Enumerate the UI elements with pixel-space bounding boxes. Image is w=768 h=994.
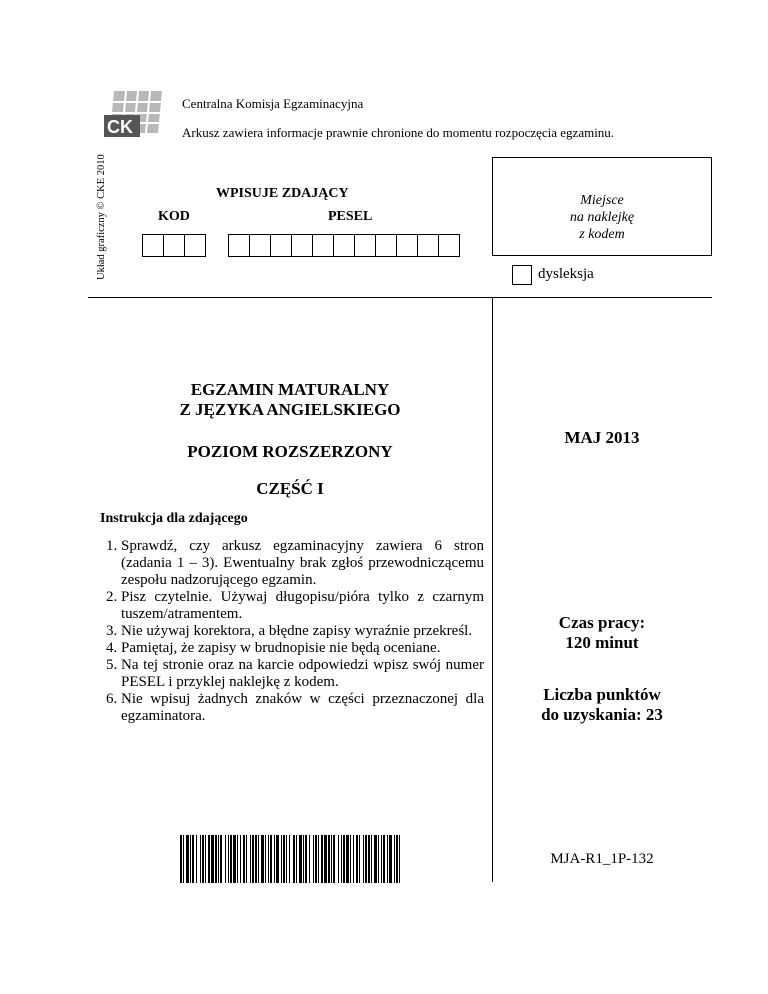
barcode-bar bbox=[305, 835, 307, 883]
barcode-bar bbox=[252, 835, 254, 883]
barcode-bar bbox=[286, 835, 287, 883]
barcode-bar bbox=[318, 835, 319, 883]
instructions-list bbox=[100, 538, 484, 725]
pesel-box[interactable] bbox=[312, 234, 334, 257]
pesel-input-boxes[interactable] bbox=[228, 234, 459, 257]
barcode-bar bbox=[324, 835, 327, 883]
instruction-item: 2. Pisz czytelnie. Używaj długopisu/pióra tylko z czarnym tuszem/atramentem. bbox=[121, 589, 484, 623]
sticker-area bbox=[492, 157, 712, 256]
barcode-bar bbox=[250, 835, 251, 883]
instruction-item: 6. Nie wpisuj żadnych znaków w części przeznaczonej dla egzaminatora. bbox=[121, 691, 484, 725]
barcode-bar bbox=[208, 835, 210, 883]
barcode-bar bbox=[268, 835, 269, 883]
barcode-bar bbox=[378, 835, 379, 883]
pesel-box[interactable] bbox=[354, 234, 376, 257]
instruction-item: 3. Nie używaj korektora, a błędne zapisy wyraźnie przekreśl. bbox=[121, 623, 484, 640]
time-value: 120 minut bbox=[565, 633, 639, 652]
barcode-bar bbox=[202, 835, 204, 883]
confidentiality-notice: Arkusz zawiera informacje prawnie chronione do momentu rozpoczęcia egzaminu. bbox=[182, 125, 615, 140]
barcode-bar bbox=[359, 835, 360, 883]
barcode-bar bbox=[371, 835, 372, 883]
barcode-bar bbox=[396, 835, 398, 883]
barcode-bar bbox=[363, 835, 364, 883]
pesel-box[interactable] bbox=[438, 234, 460, 257]
barcode-bar bbox=[274, 835, 275, 883]
dyslexia-label: dysleksja bbox=[538, 266, 594, 282]
dyslexia-checkbox[interactable] bbox=[512, 265, 532, 285]
barcode-bar bbox=[289, 835, 290, 883]
pesel-box[interactable] bbox=[291, 234, 313, 257]
barcode-bar bbox=[293, 835, 295, 883]
pesel-label: PESEL bbox=[328, 209, 373, 224]
barcode-bar bbox=[180, 835, 182, 883]
kod-box[interactable] bbox=[184, 234, 206, 257]
kod-box[interactable] bbox=[142, 234, 164, 257]
barcode-bar bbox=[190, 835, 191, 883]
exam-code: MJA-R1_1P-132 bbox=[550, 851, 654, 867]
instruction-item: 1. Sprawdź, czy arkusz egzaminacyjny zawiera 6 stron (zadania 1 – 3). Ewentualny brak zgłoś przewodniczącemu zespołu nadzorującego egzamin. bbox=[121, 538, 484, 589]
sticker-line-3: z kodem bbox=[579, 227, 625, 242]
copyright-text: Układ graficzny © CKE 2010 bbox=[96, 154, 107, 280]
barcode-bar bbox=[299, 835, 302, 883]
kod-label: KOD bbox=[158, 209, 190, 224]
barcode-bar bbox=[356, 835, 358, 883]
barcode bbox=[180, 835, 400, 883]
time-label: Czas pracy: bbox=[558, 613, 646, 632]
barcode-bar bbox=[196, 835, 197, 883]
barcode-bar bbox=[233, 835, 236, 883]
barcode-bar bbox=[220, 835, 222, 883]
barcode-bar bbox=[186, 835, 189, 883]
barcode-bar bbox=[200, 835, 201, 883]
horizontal-divider bbox=[88, 297, 712, 298]
barcode-bar bbox=[343, 835, 345, 883]
barcode-bar bbox=[303, 835, 304, 883]
barcode-bar bbox=[265, 835, 266, 883]
barcode-bar bbox=[192, 835, 194, 883]
barcode-bar bbox=[383, 835, 385, 883]
barcode-bar bbox=[309, 835, 310, 883]
barcode-bar bbox=[243, 835, 245, 883]
barcode-bar bbox=[240, 835, 241, 883]
pesel-box[interactable] bbox=[375, 234, 397, 257]
barcode-bar bbox=[246, 835, 247, 883]
kod-input-boxes[interactable] bbox=[142, 234, 205, 257]
barcode-bar bbox=[389, 835, 392, 883]
points-label: Liczba punktów bbox=[543, 685, 661, 704]
barcode-bar bbox=[333, 835, 335, 883]
barcode-bar bbox=[296, 835, 297, 883]
barcode-bar bbox=[183, 835, 184, 883]
barcode-bar bbox=[237, 835, 238, 883]
pesel-box[interactable] bbox=[270, 234, 292, 257]
barcode-bar bbox=[258, 835, 259, 883]
organization-name: Centralna Komisja Egzaminacyjna bbox=[182, 96, 364, 111]
barcode-bar bbox=[394, 835, 395, 883]
barcode-bar bbox=[374, 835, 377, 883]
barcode-bar bbox=[283, 835, 285, 883]
pesel-box[interactable] bbox=[417, 234, 439, 257]
barcode-bar bbox=[365, 835, 367, 883]
barcode-bar bbox=[215, 835, 217, 883]
points-info bbox=[492, 685, 712, 725]
barcode-bar bbox=[281, 835, 282, 883]
barcode-bar bbox=[255, 835, 257, 883]
barcode-bar bbox=[381, 835, 382, 883]
barcode-bar bbox=[338, 835, 339, 883]
sticker-line-2: na naklejkę bbox=[569, 210, 635, 225]
instruction-item: 4. Pamiętaj, że zapisy w brudnopisie nie będą oceniane. bbox=[121, 640, 484, 657]
time-info bbox=[492, 613, 712, 653]
svg-text:CK: CK bbox=[107, 117, 133, 137]
exam-title-line-2: Z JĘZYKA ANGIELSKIEGO bbox=[179, 400, 401, 419]
pesel-box[interactable] bbox=[228, 234, 250, 257]
kod-box[interactable] bbox=[163, 234, 185, 257]
barcode-bar bbox=[368, 835, 370, 883]
instructions-heading: Instrukcja dla zdającego bbox=[100, 511, 248, 526]
cke-logo bbox=[100, 85, 168, 145]
exam-part: CZĘŚĆ I bbox=[256, 479, 324, 498]
barcode-bar bbox=[315, 835, 317, 883]
barcode-bar bbox=[346, 835, 349, 883]
barcode-bar bbox=[353, 835, 354, 883]
barcode-bar bbox=[328, 835, 330, 883]
barcode-bar bbox=[321, 835, 323, 883]
barcode-bar bbox=[261, 835, 264, 883]
barcode-bar bbox=[230, 835, 232, 883]
barcode-bar bbox=[211, 835, 214, 883]
barcode-bar bbox=[387, 835, 388, 883]
pesel-box[interactable] bbox=[249, 234, 271, 257]
pesel-box[interactable] bbox=[333, 234, 355, 257]
barcode-bar bbox=[399, 835, 400, 883]
pesel-box[interactable] bbox=[396, 234, 418, 257]
exam-level: POZIOM ROZSZERZONY bbox=[187, 442, 393, 461]
barcode-bar bbox=[341, 835, 342, 883]
student-section-title: WPISUJE ZDAJĄCY bbox=[216, 186, 349, 201]
exam-date: MAJ 2013 bbox=[564, 428, 640, 447]
sticker-line-1: Miejsce bbox=[580, 193, 624, 208]
instruction-item: 5. Na tej stronie oraz na karcie odpowiedzi wpisz swój numer PESEL i przyklej naklejkę z kodem. bbox=[121, 657, 484, 691]
barcode-bar bbox=[205, 835, 206, 883]
vertical-divider bbox=[492, 297, 493, 882]
exam-title-line-1: EGZAMIN MATURALNY bbox=[190, 380, 390, 399]
barcode-bar bbox=[218, 835, 219, 883]
barcode-bar bbox=[228, 835, 229, 883]
barcode-bar bbox=[350, 835, 351, 883]
barcode-bar bbox=[270, 835, 272, 883]
barcode-bar bbox=[331, 835, 332, 883]
barcode-bar bbox=[313, 835, 314, 883]
points-value: do uzyskania: 23 bbox=[541, 705, 663, 724]
barcode-bar bbox=[225, 835, 226, 883]
barcode-bar bbox=[276, 835, 279, 883]
